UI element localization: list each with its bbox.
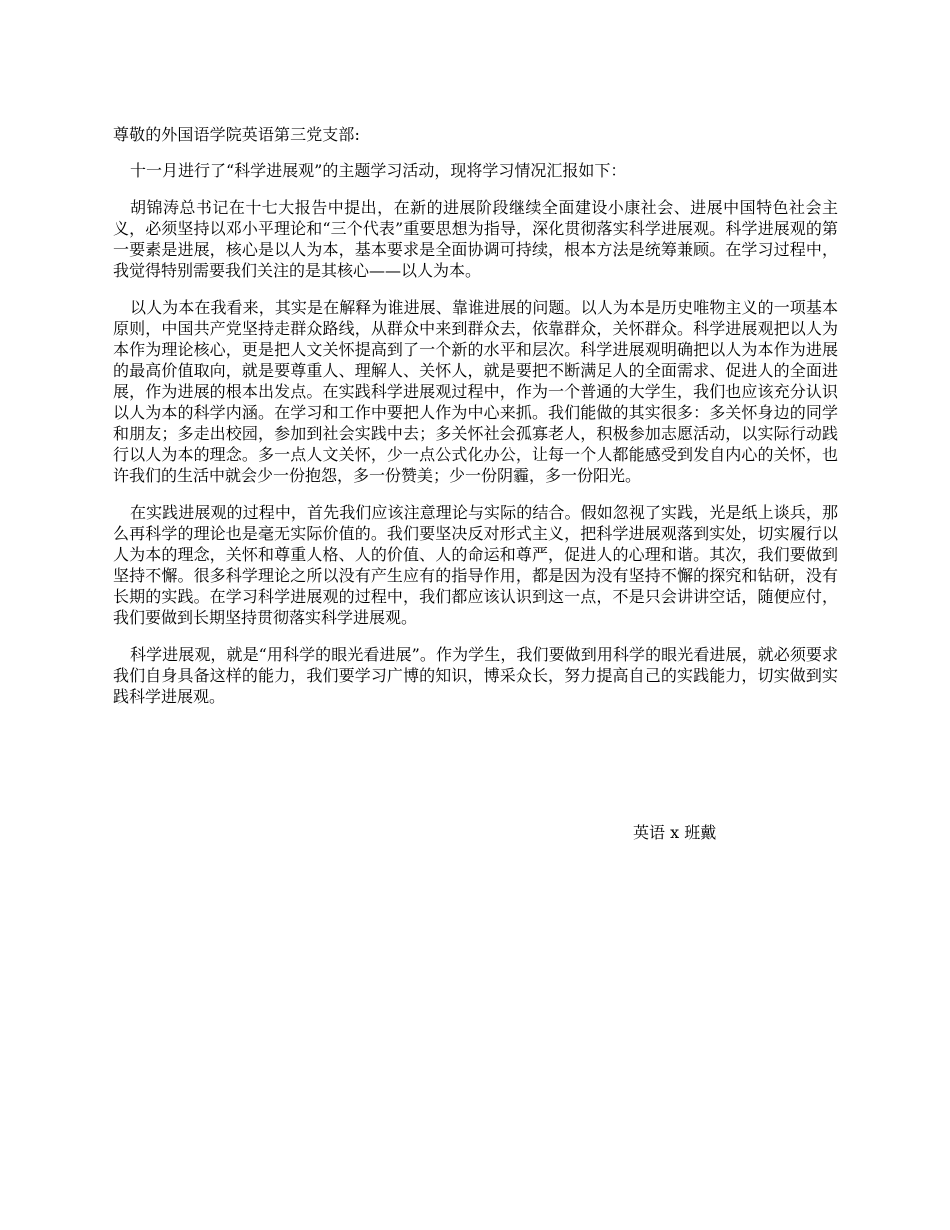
signature: 英语 x 班戴 <box>633 823 717 842</box>
intro-paragraph: 十一月进行了“科学进展观”的主题学习活动，现将学习情况汇报如下： <box>130 161 627 180</box>
letter-body <box>113 124 838 723</box>
paragraph-people-oriented: 以人为本在我看来，其实是在解释为谁进展、靠谁进展的问题。以人为本是历史唯物主义的一项基本原则，中国共产党坚持走群众路线，从群众中来到群众去，依靠群众，关怀群众。科学进展观把以人为本作为理论核心，更是把人文关怀提高到了一个新的水平和层次。科学进展观明确把以人为本作为进展的最高价值取向，就是要尊重人、理解人、关怀人，就是要把不断满足人的全面需求、促进人的全面进展，作为进展的根本出发点。在实践科学进展观过程中，作为一个普通的大学生，我们也应该充分认识以人为本的科学内涵。在学习和工作中要把人作为中心来抓。我们能做的其实很多：多关怀身边的同学和朋友；多走出校园，参加到社会实践中去；多关怀社会孤寡老人，积极参加志愿活动，以实际行动践行以人为本的理念。多一点人文关怀，少一点公式化办公，让每一个人都能感受到发自内心的关怀，也许我们的生活中就会少一份抱怨，多一份赞美；少一份阴霾，多一份阳光。 <box>113 298 838 485</box>
paragraph-background: 胡锦涛总书记在十七大报告中提出，在新的进展阶段继续全面建设小康社会、进展中国特色社会主义，必须坚持以邓小平理论和“三个代表”重要思想为指导，深化贯彻落实科学进展观。科学进展观的第一要素是进展，核心是以人为本，基本要求是全面协调可持续，根本方法是统筹兼顾。在学习过程中，我觉得特别需要我们关注的是其核心——以人为本。 <box>113 198 838 280</box>
paragraph-practice: 在实践进展观的过程中，首先我们应该注意理论与实际的结合。假如忽视了实践，光是纸上谈兵，那么再科学的理论也是毫无实际价值的。我们要坚决反对形式主义，把科学进展观落到实处，切实履行以人为本的理念，关怀和尊重人格、人的价值、人的命运和尊严，促进人的心理和谐。其次，我们要做到坚持不懈。很多科学理论之所以没有产生应有的指导作用，都是因为没有坚持不懈的探究和钻研，没有长期的实践。在学习科学进展观的过程中，我们都应该认识到这一点，不是只会讲讲空话，随便应付，我们要做到长期坚持贯彻落实科学进展观。 <box>113 503 838 627</box>
paragraph-conclusion: 科学进展观，就是“用科学的眼光看进展”。作为学生，我们要做到用科学的眼光看进展，就必须要求我们自身具备这样的能力，我们要学习广博的知识，博采众长，努力提高自己的实践能力，切实做到实践科学进展观。 <box>113 645 838 706</box>
salutation: 尊敬的外国语学院英语第三党支部: <box>113 125 360 144</box>
